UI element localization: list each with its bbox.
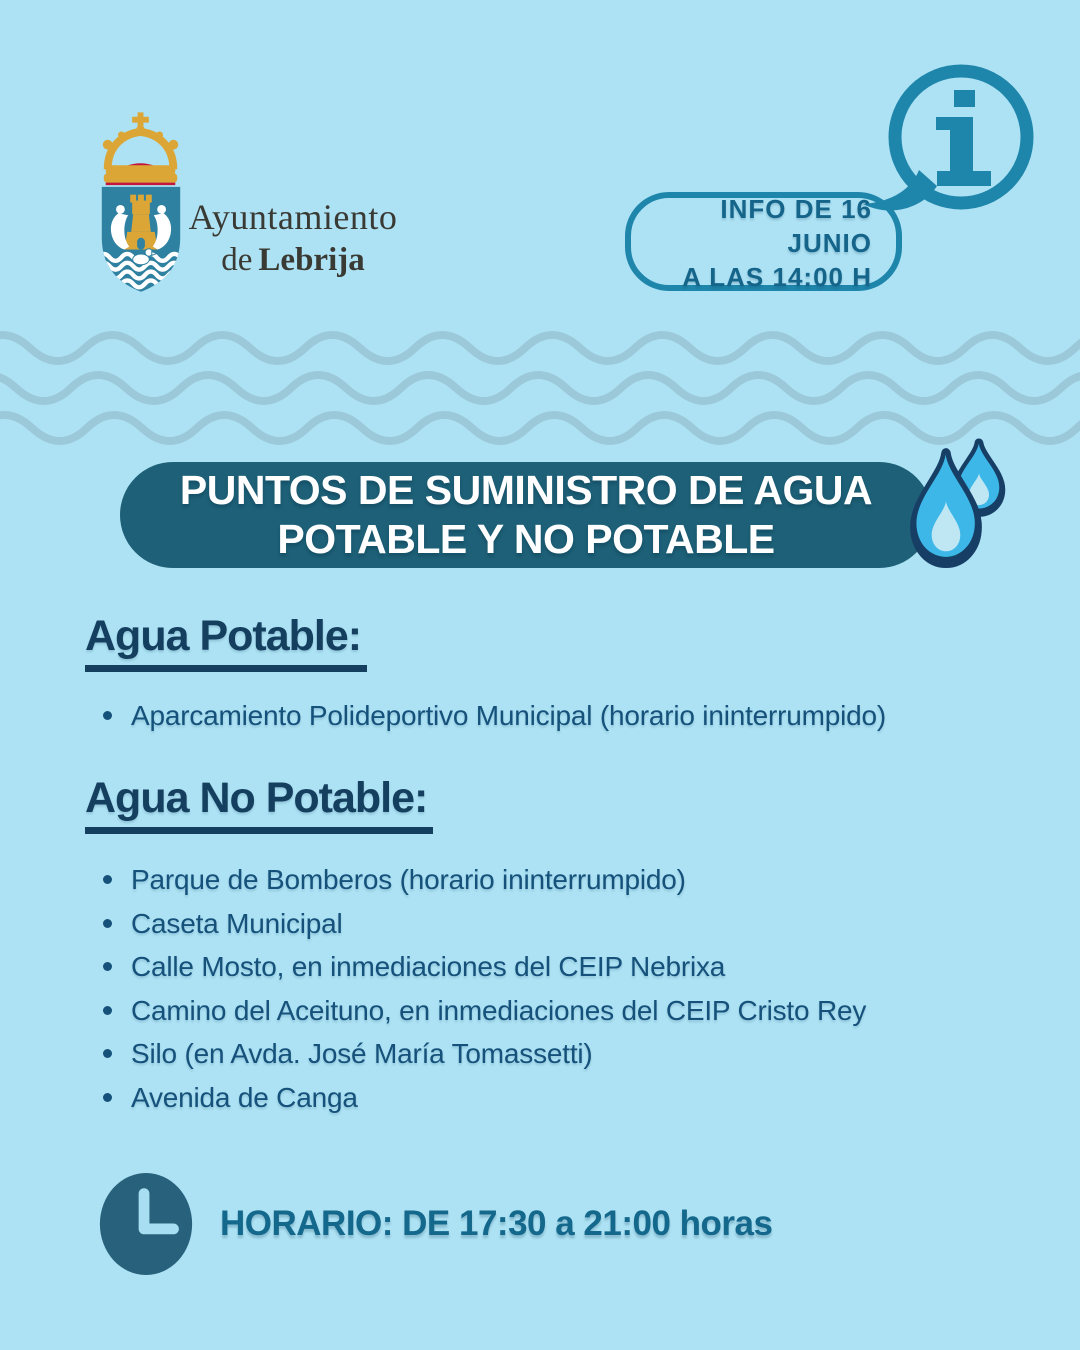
logo-text [188, 196, 398, 279]
list-item: Camino del Aceituno, en inmediaciones del CEIP Cristo Rey [100, 995, 866, 1026]
org-name-prefix: de [221, 242, 253, 278]
agua-no-potable-list [100, 864, 866, 1125]
banner-title-line1: PUNTOS DE SUMINISTRO DE AGUA [179, 467, 873, 513]
org-name-bold: Lebrija [258, 242, 365, 278]
list-item: Calle Mosto, en inmediaciones del CEIP Nebrixa [100, 951, 866, 982]
info-i-glyph [936, 90, 991, 186]
coat-of-arms-icon [92, 112, 190, 294]
list-item: Aparcamiento Polideportivo Municipal (horario ininterrumpido) [100, 700, 886, 731]
list-item: Parque de Bomberos (horario ininterrumpido) [100, 864, 866, 895]
schedule-text: HORARIO: DE 17:30 a 21:00 horas [220, 1204, 773, 1243]
section-heading-agua-no-potable: Agua No Potable: [85, 774, 433, 834]
schedule-row [98, 1172, 772, 1276]
castle-door [137, 238, 145, 250]
list-item: Silo (en Avda. José María Tomassetti) [100, 1038, 866, 1069]
info-badge-line2: A LAS 14:00 H [682, 261, 872, 292]
org-name-line2 [188, 242, 398, 279]
water-drops-icon [898, 430, 1013, 572]
list-item: Avenida de Canga [100, 1082, 866, 1113]
info-badge [625, 192, 902, 291]
list-item: Caseta Municipal [100, 908, 866, 939]
info-badge-line1: INFO DE 16 JUNIO [720, 193, 872, 258]
clock-icon [98, 1172, 194, 1276]
title-banner [120, 462, 932, 568]
crown-icon [103, 112, 178, 184]
section-heading-agua-potable: Agua Potable: [85, 612, 367, 672]
banner-title-line2: POTABLE Y NO POTABLE [277, 516, 775, 562]
agua-potable-list [100, 700, 886, 744]
org-name-line1: Ayuntamiento [188, 197, 398, 237]
